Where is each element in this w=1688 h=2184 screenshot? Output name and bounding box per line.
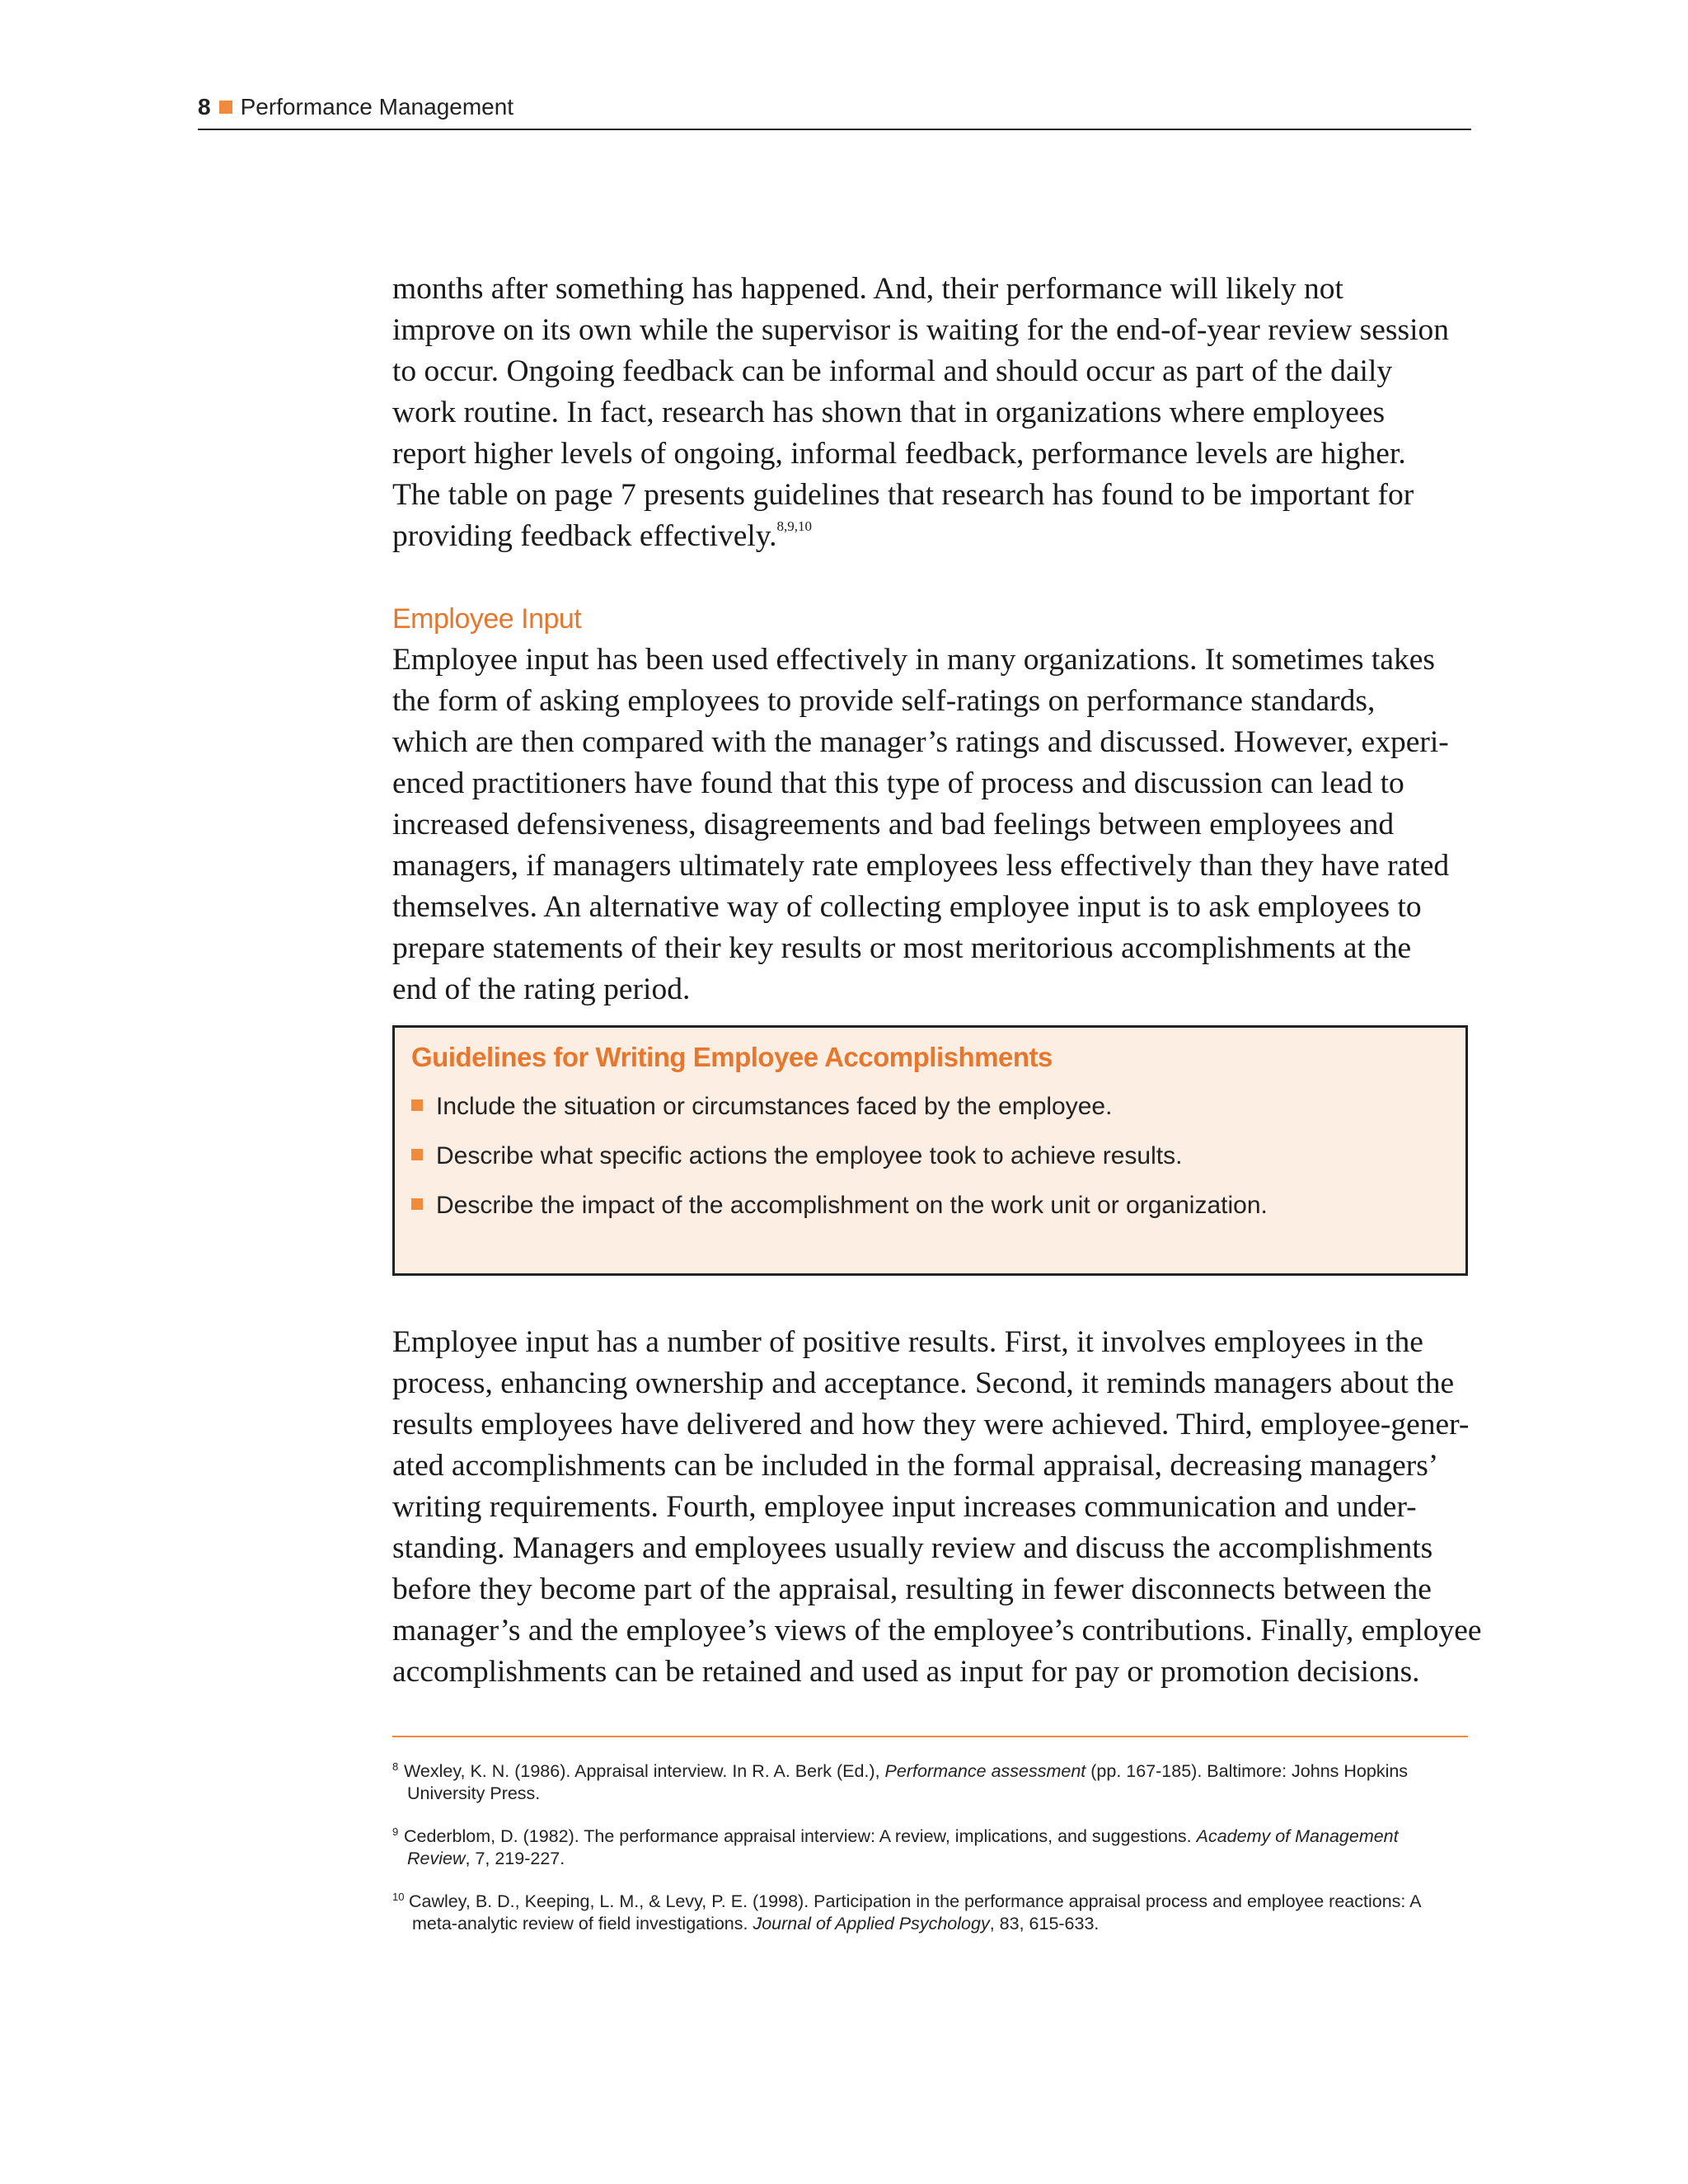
list-item: [411, 1181, 1449, 1230]
footnote-text: University Press.: [407, 1783, 541, 1803]
paragraph-employee-input: [392, 640, 1476, 1010]
text-line: standing. Managers and employees usually review and discuss the accomplishments: [392, 1531, 1433, 1565]
text-line: enced practitioners have found that this type of process and discussion can lead to: [392, 766, 1404, 800]
footnote-divider: [392, 1736, 1468, 1737]
text-line: managers, if managers ultimately rate employees less effectively than they have rated: [392, 849, 1450, 883]
text-line: themselves. An alternative way of collecting employee input is to ask employees to: [392, 890, 1422, 924]
text-line: months after something has happened. And, their performance will likely not: [392, 272, 1343, 306]
page-number: 8: [198, 94, 211, 120]
footnote-text: , 83, 615-633.: [989, 1914, 1100, 1933]
orange-square-icon: [219, 101, 232, 114]
text-line: manager’s and the employee’s views of the employee’s contributions. Finally, employee: [392, 1614, 1482, 1647]
text-line: [392, 516, 1476, 557]
orange-square-bullet-icon: [411, 1099, 423, 1111]
footnote-italic: Journal of Applied Psychology: [753, 1914, 990, 1933]
footnote-line2: [404, 1848, 1476, 1870]
footnote-reference: 8,9,10: [776, 518, 812, 534]
running-title: Performance Management: [240, 94, 514, 120]
footnote-text: Cawley, B. D., Keeping, L. M., & Levy, P. E. (1998). Participation in the performance appraisal process and employee reactions: A: [409, 1891, 1422, 1911]
paragraph-positive-results: [392, 1322, 1482, 1693]
footnote-10: [392, 1891, 1476, 1935]
text-line: increased defensiveness, disagreements and bad feelings between employees and: [392, 808, 1395, 841]
footnote-text: , 7, 219-227.: [465, 1849, 565, 1868]
text-line: The table on page 7 presents guidelines that research has found to be important for: [392, 478, 1414, 512]
text-line: ated accomplishments can be included in the formal appraisal, decreasing managers’: [392, 1449, 1439, 1483]
text-line: the form of asking employees to provide self-ratings on performance standards,: [392, 684, 1376, 718]
footnote-number: 8: [392, 1760, 399, 1773]
text-line: work routine. In fact, research has shown that in organizations where employees: [392, 396, 1386, 429]
list-item: [411, 1132, 1449, 1181]
text-line: results employees have delivered and how they were achieved. Third, employee-gener-: [392, 1408, 1470, 1441]
footnote-text: (pp. 167-185). Baltimore: Johns Hopkins: [1085, 1761, 1409, 1781]
footnote-italic: Review: [407, 1849, 466, 1868]
orange-square-bullet-icon: [411, 1149, 423, 1160]
section-heading: Employee Input: [392, 603, 582, 635]
text-line: end of the rating period.: [392, 972, 691, 1006]
footnote-line2: [409, 1913, 1476, 1935]
footnote-9: [392, 1825, 1476, 1870]
footnote-number: 10: [392, 1891, 405, 1903]
text-line: prepare statements of their key results or most meritorious accomplishments at the: [392, 931, 1412, 965]
footnotes: [392, 1760, 1476, 1935]
orange-square-bullet-icon: [411, 1198, 423, 1210]
guidelines-list: [411, 1082, 1449, 1230]
footnote-italic: Performance assessment: [884, 1761, 1086, 1781]
list-item: [411, 1082, 1449, 1132]
footnote-text: Wexley, K. N. (1986). Appraisal interview. In R. A. Berk (Ed.),: [404, 1761, 885, 1781]
footnote-text: Cederblom, D. (1982). The performance appraisal interview: A review, implications, and suggestions.: [404, 1826, 1197, 1846]
text-line: writing requirements. Fourth, employee input increases communication and under-: [392, 1490, 1417, 1524]
footnote-line2: [404, 1783, 1476, 1805]
text-line: Employee input has a number of positive results. First, it involves employees in the: [392, 1325, 1423, 1359]
guidelines-title: Guidelines for Writing Employee Accomplishments: [411, 1042, 1053, 1072]
text-line: Employee input has been used effectively in many organizations. It sometimes takes: [392, 643, 1435, 677]
list-item-text: Describe what specific actions the employee took to achieve results.: [436, 1142, 1183, 1169]
text-line: improve on its own while the supervisor is waiting for the end-of-year review session: [392, 313, 1449, 347]
text-line: before they become part of the appraisal, resulting in fewer disconnects between the: [392, 1572, 1432, 1606]
footnote-text: meta-analytic review of field investigations.: [412, 1914, 753, 1933]
running-header: [198, 89, 1471, 130]
text-line: which are then compared with the manager’s ratings and discussed. However, experi-: [392, 725, 1449, 759]
footnote-italic: Academy of Management: [1196, 1826, 1399, 1846]
list-item-text: Include the situation or circumstances faced by the employee.: [436, 1093, 1113, 1120]
text-line: accomplishments can be retained and used as input for pay or promotion decisions.: [392, 1655, 1420, 1689]
footnote-8: [392, 1760, 1476, 1805]
guidelines-box: [392, 1025, 1468, 1276]
text-line: report higher levels of ongoing, informal feedback, performance levels are higher.: [392, 437, 1406, 471]
list-item-text: Describe the impact of the accomplishment on the work unit or organization.: [436, 1192, 1268, 1219]
text-line: process, enhancing ownership and acceptance. Second, it reminds managers about the: [392, 1366, 1455, 1400]
text-line: to occur. Ongoing feedback can be informal and should occur as part of the daily: [392, 354, 1393, 388]
text-line-content: providing feedback effectively.: [392, 519, 777, 553]
footnote-number: 9: [392, 1825, 399, 1838]
main-content: [392, 269, 1482, 1956]
paragraph-feedback: [392, 269, 1476, 557]
